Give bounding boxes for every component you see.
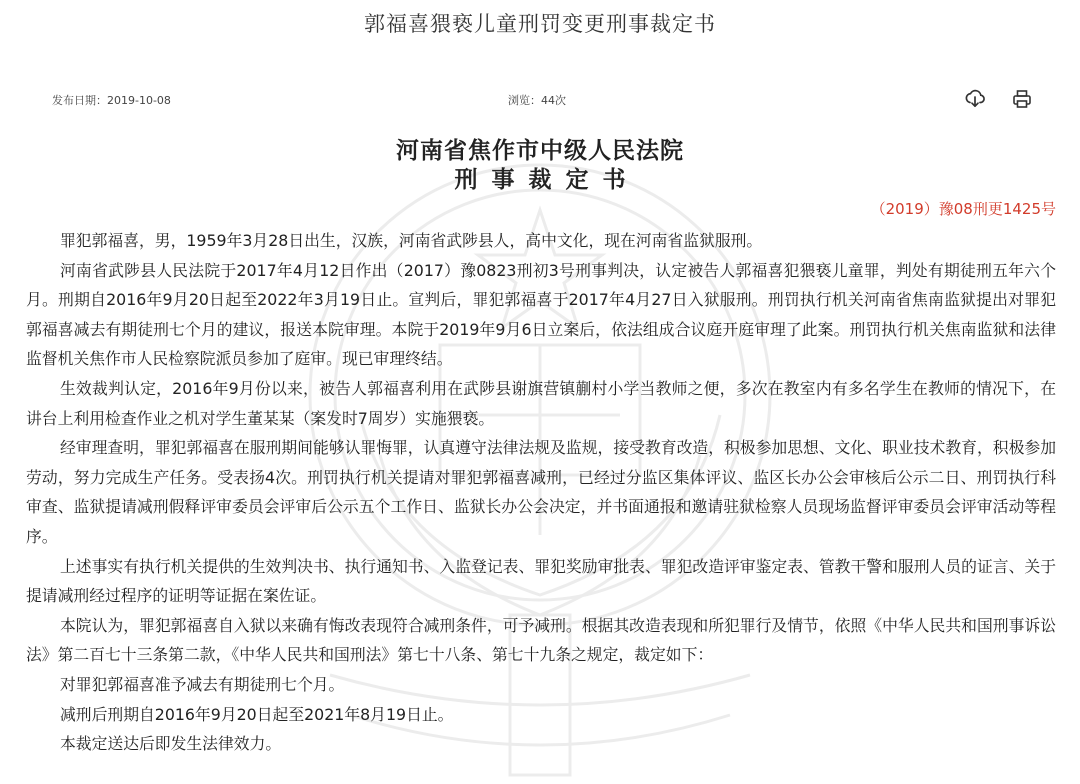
document-type: 刑事裁定书 — [454, 167, 640, 193]
paragraph: 减刑后刑期自2016年9月20日起至2021年8月19日止。 — [60, 704, 454, 724]
court-name: 河南省焦作市中级人民法院 — [396, 138, 684, 164]
page-title: 郭福喜猥亵儿童刑罚变更刑事裁定书 — [364, 12, 716, 36]
paragraph: 罪犯郭福喜，男，1959年3月28日出生，汉族，河南省武陟县人，高中文化，现在河南省监狱服刑。 — [60, 231, 763, 250]
paragraph: 经审理查明，罪犯郭福喜在服刑期间能够认罪悔罪，认真遵守法律法规及监规，接受教育改造，积极参加思想、文化、职业技术教育，积极参加劳动，努力完成生产任务。受表扬4次。刑罚执行机关提请对罪犯郭福喜减刑，已经过分监区集体评议、监区长办公会审核后公示二日、刑罚执行科审查、监狱提请减刑假释评审委员会评审后公示五个工作日、监狱长办公会决定，并书面通报和邀请驻狱检察人员现场监督评审委员会评审活动等程序。 — [26, 438, 1056, 546]
paragraph: 上述事实有执行机关提供的生效判决书、执行通知书、入监登记表、罪犯奖励审批表、罪犯改造评审鉴定表、管教干警和服刑人员的证言、关于提请减刑经过程序的证明等证据在案佐证。 — [26, 556, 1056, 606]
paragraph: 对罪犯郭福喜准予减去有期徒刑七个月。 — [60, 674, 345, 694]
paragraph: 河南省武陟县人民法院于2017年4月12日作出（2017）豫0823刑初3号刑事判决，认定被告人郭福喜犯猥亵儿童罪，判处有期徒刑五年六个月。刑期自2016年9月20日起至2022年3月19日止。宣判后，罪犯郭福喜于2017年4月27日入狱服刑。刑罚执行机关河南省焦南监狱提出对罪犯郭福喜减去有期徒刑七个月的建议，报送本院审理。本院于2019年9月6日立案后，依法组成合议庭开庭审理了此案。刑罚执行机关焦南监狱和法律监督机关焦作市人民检察院派员参加了庭审。现已审理终结。 — [26, 260, 1056, 369]
paragraph: 生效裁判认定，2016年9月份以来，被告人郭福喜利用在武陟县谢旗营镇蒯村小学当教师之便，多次在教室内有多名学生在教师的情况下，在讲台上利用检查作业之机对学生董某某（案发时7周岁）实施猥亵。 — [26, 378, 1056, 428]
document-body — [26, 226, 1056, 759]
print-icon[interactable] — [1011, 88, 1033, 110]
view-count: 浏览：44次 — [508, 94, 566, 107]
publish-date: 发布日期：2019-10-08 — [52, 94, 171, 107]
meta-bar — [0, 88, 1080, 112]
paragraph: 本院认为，罪犯郭福喜自入狱以来确有悔改表现符合减刑条件，可予减刑。根据其改造表现和所犯罪行及情节，依照《中华人民共和国刑事诉讼法》第二百七十三条第二款，《中华人民共和国刑法》第七十八条、第七十九条之规定，裁定如下： — [26, 615, 1056, 665]
paragraph: 本裁定送达后即发生法律效力。 — [60, 734, 282, 754]
download-icon[interactable] — [964, 88, 986, 110]
case-number: （2019）豫08刑更1425号 — [870, 200, 1056, 218]
